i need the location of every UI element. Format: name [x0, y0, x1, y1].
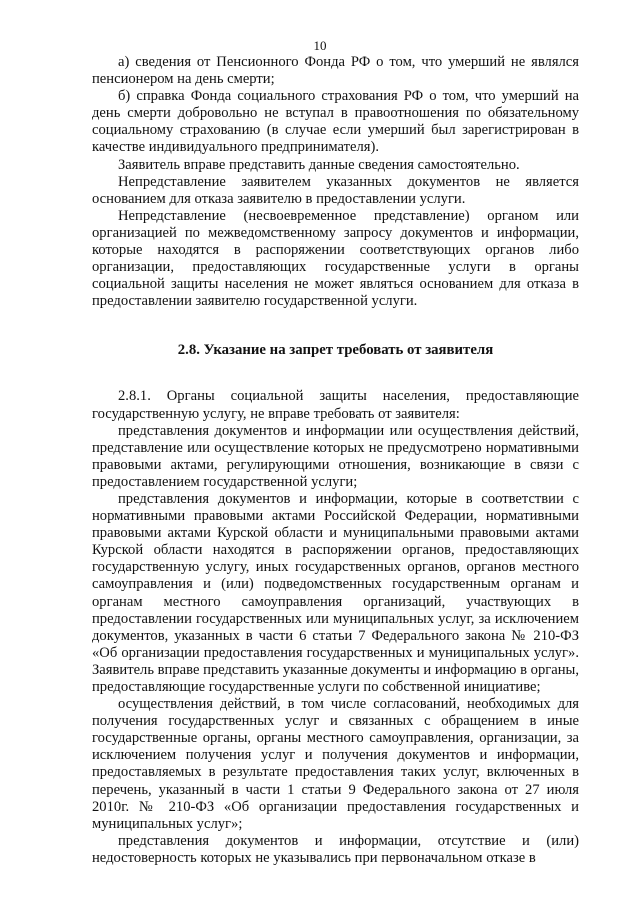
paragraph-prohibition-4: представления документов и информации, отсутствие и (или) недостоверность которых не указывались при первоначальном отказе в: [92, 832, 579, 866]
paragraph-prohibition-2: представления документов и информации, которые в соответствии с нормативными правовыми актами Российской Федерации, нормативными правовыми актами Курской области и муниципальными правовыми актами Курской области находятся в распоряжении органов, предоставляющих государственную услугу, иных государственных органов, органов местного самоуправления и (или) подведомственных государственным органам и органам местного самоуправления организаций, участвующих в предоставлении государственных или муниципальных услуг, за исключением документов, указанных в части 6 статьи 7 Федерального закона № 210-ФЗ «Об организации предоставления государственных и муниципальных услуг». Заявитель вправе представить указанные документы и информацию в органы, предоставляющие государственные услуги по собственной инициативе;: [92, 490, 579, 695]
paragraph-2-8-1: 2.8.1. Органы социальной защиты населения, предоставляющие государственную услугу, не вправе требовать от заявителя:: [92, 388, 579, 422]
paragraph-non-submission: Непредставление заявителем указанных документов не является основанием для отказа заявителю в предоставлении услуги.: [92, 173, 579, 207]
paragraph-prohibition-3: осуществления действий, в том числе согласований, необходимых для получения государственных услуг и связанных с обращением в иные государственные органы, органы местного самоуправления, организации, за исключением получения услуг и получения документов и информации, предоставляемых в результате предоставления таких услуг, включенных в перечень, указанный в части 1 статьи 9 Федерального закона от 27 июля 2010г. № 210-ФЗ «Об организации предоставления государственных и муниципальных услуг»;: [92, 696, 579, 832]
paragraph-self-submit: Заявитель вправе представить данные сведения самостоятельно.: [118, 156, 520, 173]
paragraph-prohibition-1: представления документов и информации или осуществления действий, представление или осуществление которых не предусмотрено нормативными правовыми актами, регулирующими отношения, возникающие в связи с предоставлением государственной услуги;: [92, 422, 579, 490]
section-heading: 2.8. Указание на запрет требовать от заявителя: [177, 342, 494, 359]
page-number: 10: [313, 38, 327, 53]
document-body: [92, 54, 579, 867]
paragraph-b: б) справка Фонда социального страхования РФ о том, что умерший на день смерти добровольно не вступал в правоотношения по обязательному социальному страхованию (в случае если умерший был зарегистрирован в качестве индивидуального предпринимателя).: [92, 88, 579, 156]
paragraph-interagency: Непредставление (несвоевременное представление) органом или организацией по межведомственному запросу документов и информации, которые находятся в распоряжении соответствующих органов либо организации, предоставляющих государственные услуги в органы социальной защиты населения не может являться основанием для отказа в предоставлении заявителю государственной услуги.: [92, 207, 579, 310]
paragraph-a: а) сведения от Пенсионного Фонда РФ о том, что умерший не являлся пенсионером на день смерти;: [92, 54, 579, 88]
